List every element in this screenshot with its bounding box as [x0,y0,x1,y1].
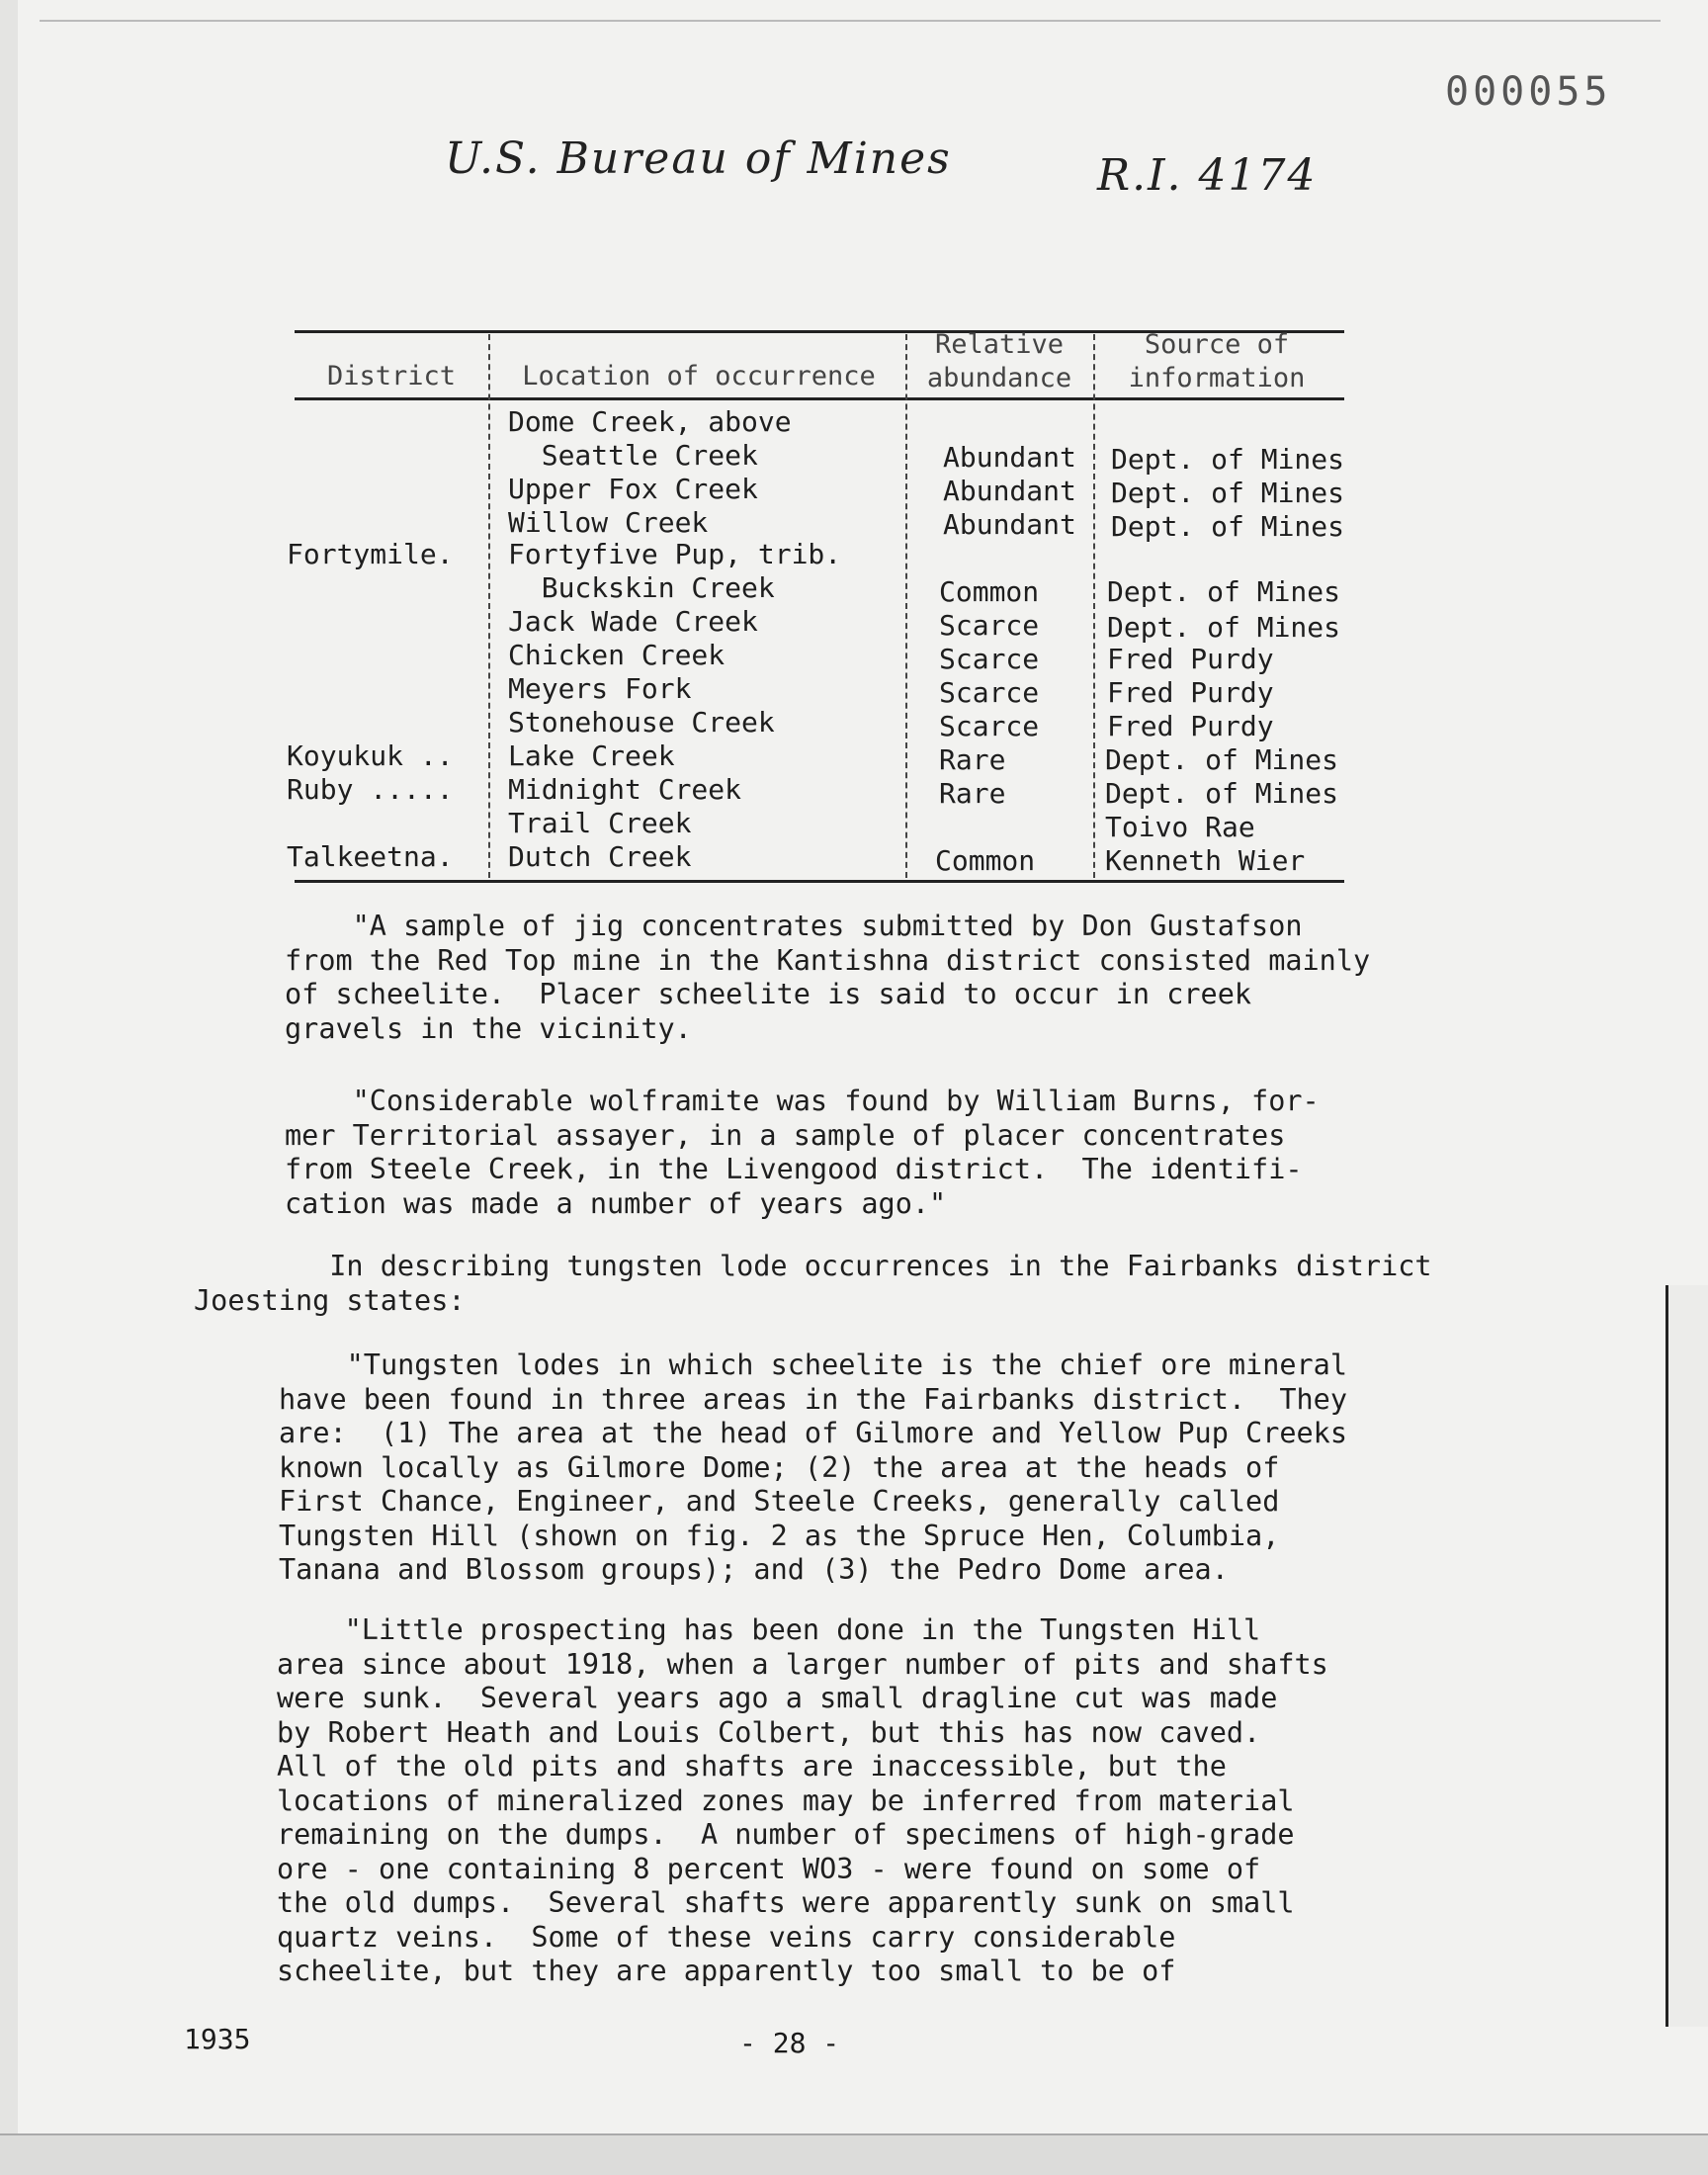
district-cell: Ruby ..... [287,773,454,806]
location-cell: Trail Creek [508,807,692,839]
page-edge-left [0,0,18,2175]
abundance-cell: Abundant [943,475,1076,507]
header-abundance-line2: abundance [926,363,1072,393]
district-cell: Fortymile. [287,538,454,570]
district-cell: Talkeetna. [287,840,454,873]
location-cell: Willow Creek [508,506,709,539]
source-cell: Kenneth Wier [1105,844,1306,877]
source-cell: Dept. of Mines [1107,611,1341,644]
location-cell: Dome Creek, above [508,405,792,438]
abundance-cell: Scarce [939,676,1040,709]
source-cell: Dept. of Mines [1107,575,1341,608]
page-number: - 28 - [739,2027,840,2059]
abundance-cell: Common [935,844,1036,877]
district-cell: Koyukuk .. [287,740,454,772]
source-cell: Dept. of Mines [1111,477,1345,509]
source-cell: Dept. of Mines [1105,743,1339,776]
table-divider-2 [905,334,907,878]
abundance-cell: Scarce [939,710,1040,742]
location-cell: Seattle Creek [508,439,758,472]
header-location: Location of occurrence [522,361,876,392]
occurrence-table [287,328,1345,886]
footer-year: 1935 [184,2023,251,2055]
page-edge-right [1665,1285,1708,2027]
source-cell: Dept. of Mines [1111,443,1345,476]
source-cell: Dept. of Mines [1111,510,1345,543]
page-edge-bottom [0,2133,1708,2175]
location-cell: Meyers Fork [508,672,692,705]
table-header-rule [295,397,1344,400]
document-stamp-number: 000055 [1445,69,1612,115]
table-divider-3 [1093,334,1095,878]
handwritten-report-number: R.I. 4174 [1097,150,1318,201]
header-abundance-line1: Relative [934,329,1065,360]
paragraph-wolframite-quote: "Considerable wolframite was found by William Burns, for- mer Territorial assayer, in a sample of placer concentrates from Steele Creek, in the Livengood district. The identifi- cation was made a number of years ago." [285,1085,1320,1220]
paragraph-tungsten-hill-quote: "Little prospecting has been done in the Tungsten Hill area since about 1918, when a larger number of pits and shafts were sunk. Several years ago a small dragline cut was made by Robert Heath and Louis Colbert, but this has now caved. All of the old pits and shafts are inaccessible, but the locations of mineralized zones may be inferred from material remaining on the dumps. A number of specimens of high-grade ore - one containing 8 percent WO3 - were found on some of the old dumps. Several shafts were apparently sunk on small quartz veins. Some of these veins carry considerable scheelite, but they are apparently too small to be of [277,1613,1328,1987]
source-cell: Fred Purdy [1107,643,1274,675]
location-cell: Dutch Creek [508,840,692,873]
abundance-cell: Scarce [939,643,1040,675]
table-divider-1 [488,334,490,878]
abundance-cell: Scarce [939,609,1040,642]
paragraph-joesting-intro: In describing tungsten lode occurrences in the Fairbanks district Joesting states: [194,1250,1432,1317]
location-cell: Buckskin Creek [508,571,775,604]
abundance-cell: Abundant [943,441,1076,474]
handwritten-title: U.S. Bureau of Mines [445,133,952,184]
location-cell: Lake Creek [508,740,675,772]
location-cell: Fortyfive Pup, trib. [508,538,842,570]
location-cell: Midnight Creek [508,773,742,806]
abundance-cell: Common [939,575,1040,608]
location-cell: Jack Wade Creek [508,605,758,638]
location-cell: Chicken Creek [508,639,726,671]
paragraph-gustafson-quote: "A sample of jig concentrates submitted by Don Gustafson from the Red Top mine in the Kantishna district consisted mainly of scheelite. Placer scheelite is said to occur in creek gravels in the vicinity. [285,910,1371,1045]
source-cell: Toivo Rae [1105,811,1255,843]
source-cell: Fred Purdy [1107,676,1274,709]
abundance-cell: Rare [939,743,1006,776]
abundance-cell: Abundant [943,508,1076,541]
header-source-line2: information [1128,363,1306,393]
header-district: District [326,361,457,392]
header-source-line1: Source of [1144,329,1290,360]
abundance-cell: Rare [939,777,1006,810]
page-edge-top [40,20,1661,22]
location-cell: Stonehouse Creek [508,706,775,739]
source-cell: Fred Purdy [1107,710,1274,742]
source-cell: Dept. of Mines [1105,777,1339,810]
location-cell: Upper Fox Creek [508,473,758,505]
table-bottom-rule [295,880,1344,883]
paragraph-tungsten-lodes-quote: "Tungsten lodes in which scheelite is the chief ore mineral have been found in three areas in the Fairbanks district. They are: (1) The area at the head of Gilmore and Yellow Pup Creeks known locally as Gilmore Dome; (2) the area at the heads of First Chance, Engineer, and Steele Creeks, generally called Tungsten Hill (shown on fig. 2 as the Spruce Hen, Columbia, Tanana and Blossom groups); and (3) the Pedro Dome area. [279,1348,1347,1586]
